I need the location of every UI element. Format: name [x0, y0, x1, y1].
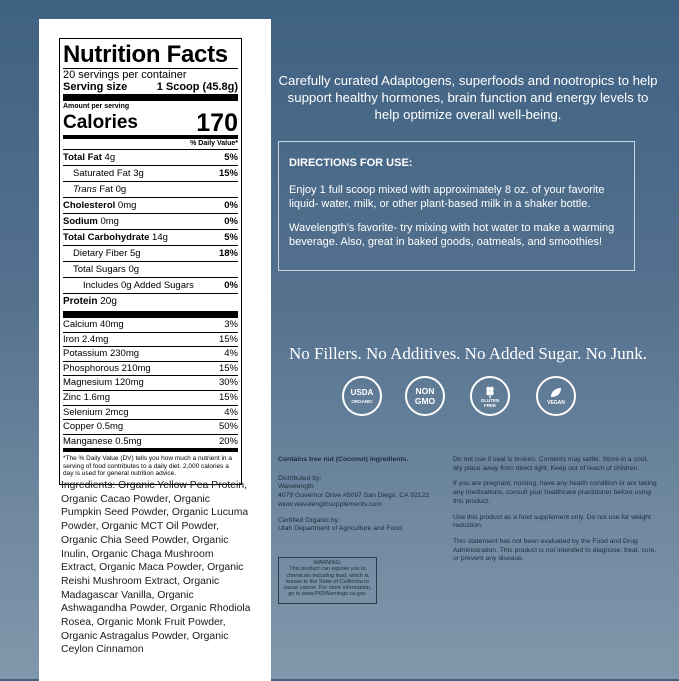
badge-text: ORGANIC	[351, 399, 373, 404]
nutrient-amount: 0mg	[117, 200, 137, 211]
usda-organic-icon	[342, 376, 382, 416]
mineral-dv: 30%	[218, 377, 238, 389]
nutrient-amount: 4g	[104, 152, 116, 163]
nutrient-amount: 3g	[133, 168, 144, 179]
nutrient-label: Total Carbohydrate	[63, 232, 150, 243]
mineral-dv: 4%	[224, 348, 238, 360]
mineral-label: Magnesium 120mg	[63, 377, 144, 389]
mineral-row	[63, 419, 238, 434]
website-link: www.wavelengthsupplements.com	[278, 500, 382, 508]
nutrient-label: Total Fat	[63, 152, 102, 163]
nutrient-label: Sodium	[63, 216, 98, 227]
gluten-free-icon	[470, 376, 510, 416]
calories-label: Calories	[63, 112, 138, 133]
nutrient-label: Trans	[73, 184, 97, 195]
directions-box	[278, 141, 635, 271]
nutrient-label: Cholesterol	[63, 200, 116, 211]
nutrient-dv: 18%	[218, 248, 238, 259]
ingredients-list: Ingredients: Organic Yellow Pea Protein, Organic Cacao Powder, Organic Pumpkin Seed Powder, Organic Lucuma Powder, Organic MCT Oil Powder, Organic Chia Seed Powder, Organic Inulin, Organic Chaga Mushroom Extract, Organic Maca Powder, Organic Reishi Mushroom Extract, Organic Madagascar Vanilla, Organic Ashwagandha Powder, Organic Rhodiola Rosea, Organic Monk Fruit Powder, Organic Astragalus Powder, Organic Ceylon Cinnamon	[61, 480, 251, 656]
nutrient-row-total-sugars	[63, 261, 238, 277]
nutrient-row-total-carbohydrate	[63, 229, 238, 245]
daily-value-header: % Daily Value*	[190, 140, 238, 147]
warning-title: WARNING:	[313, 560, 342, 566]
mineral-dv: 15%	[218, 391, 238, 403]
allergen-statement: Contains tree nut (Coconut) ingredients.	[278, 456, 409, 463]
mineral-label: Potassium 230mg	[63, 348, 140, 360]
nutrient-dv: 0%	[224, 200, 238, 211]
serving-size	[63, 81, 238, 94]
fda-disclaimer: This statement has not been evaluated by the Food and Drug Administration. This product is not intended to diagnose, treat, cure, or prevent any disease.	[453, 537, 657, 563]
mineral-dv: 4%	[224, 406, 238, 418]
distributed-by-label: Distributed by:	[278, 474, 322, 482]
nutrient-row-cholesterol	[63, 197, 238, 213]
nutrient-amount: 0mg	[100, 216, 119, 227]
certified-label: Certified Organic by:	[278, 516, 340, 524]
usage-text: Use this product as a food supplement only. Do not use for weight reduction.	[453, 513, 651, 530]
mineral-dv: 3%	[224, 319, 238, 330]
nutrient-row-dietary-fiber	[63, 245, 238, 261]
nutrient-dv: 0%	[224, 216, 238, 227]
badge-text: GMO	[414, 396, 436, 406]
certifier-name: Utah Department of Agriculture and Food	[278, 525, 402, 533]
nutrient-label: Dietary Fiber	[73, 248, 128, 259]
nutrient-amount: 14g	[152, 232, 168, 243]
nutrient-row-total-fat	[63, 149, 238, 165]
mineral-dv: 20%	[218, 435, 238, 447]
nutrient-dv: 5%	[224, 152, 238, 163]
badge-text: VEGAN	[547, 399, 565, 406]
mineral-row	[63, 332, 238, 347]
prop65-warning	[278, 557, 377, 604]
directions-text: Wavelength’s favorite- try mixing with hot water to make a warming beverage. Also, great in baked goods, oatmeals, and smoothies!	[289, 221, 615, 248]
nutrient-amount: Fat 0g	[99, 184, 127, 195]
nutrient-amount: 0g	[128, 264, 140, 275]
badge-text: GLUTEN	[480, 398, 500, 403]
mineral-row	[63, 405, 238, 420]
mineral-row	[63, 375, 238, 390]
badge-text: USDA	[350, 388, 374, 397]
serving-size-value: 1 Scoop (45.8g)	[156, 81, 238, 93]
mineral-label: Manganese 0.5mg	[63, 435, 142, 447]
nutrient-amount: 20g	[100, 296, 117, 307]
badge-text: FREE	[483, 403, 496, 408]
calories-row	[63, 111, 238, 135]
mineral-row	[63, 434, 238, 449]
leaf-icon	[549, 387, 563, 399]
nutrient-row-trans-fat	[63, 181, 238, 197]
mineral-label: Copper 0.5mg	[63, 421, 124, 433]
caution-text: If you are pregnant, nursing, have any health condition or are taking any medications, consult your healthcare practitioner before using this product.	[453, 480, 657, 505]
mineral-label: Phosphorous 210mg	[63, 362, 151, 374]
mineral-row	[63, 390, 238, 405]
nutrient-row-sodium	[63, 213, 238, 229]
mineral-row	[63, 346, 238, 361]
nutrient-label: Total Sugars	[73, 264, 126, 275]
non-gmo-icon	[405, 376, 445, 416]
servings-per-container: 20 servings per container	[63, 69, 187, 81]
nutrient-row-saturated-fat	[63, 165, 238, 181]
serving-size-label: Serving size	[63, 81, 128, 93]
nutrient-amount: 5g	[130, 248, 141, 259]
divider	[63, 94, 238, 101]
nutrient-row-added-sugars	[63, 277, 238, 293]
mineral-dv: 15%	[218, 362, 238, 374]
right-info	[453, 456, 658, 571]
badge-text: NON	[415, 386, 435, 396]
mineral-dv: 50%	[218, 421, 238, 433]
nutrient-label: Includes 0g Added Sugars	[83, 280, 194, 291]
mineral-label: Selenium 2mcg	[63, 406, 129, 418]
nutrition-facts-table	[59, 38, 242, 485]
wheat-icon	[484, 384, 496, 398]
claims-headline: No Fillers. No Additives. No Added Sugar. No Junk.	[289, 344, 647, 363]
nutrient-label: Saturated Fat	[73, 168, 131, 179]
distributor-name: Wavelength	[278, 483, 314, 491]
daily-value-footnote: *The % Daily Value (DV) tells you how much a nutrient in a serving of food contributes to a daily diet. 2,000 calories a day is used for general nutrition advice.	[63, 455, 232, 478]
mineral-label: Calcium 40mg	[63, 319, 124, 330]
vegan-icon	[536, 376, 576, 416]
nutrient-dv: 0%	[224, 280, 238, 291]
distributor-address: 4079 Governor Drive #5097 San Diego, CA 92122	[278, 492, 430, 500]
divider	[63, 311, 238, 318]
directions-text: Enjoy 1 full scoop mixed with approximately 8 oz. of your favorite liquid- water, milk, or other plant-based milk in a shaker bottle.	[289, 183, 605, 210]
nutrient-dv: 15%	[218, 168, 238, 179]
nutrient-row-protein	[63, 293, 238, 309]
storage-text: Do not use if seal is broken. Contents may settle. Store in a cool, dry place away from direct light. Keep out of reach of children.	[453, 456, 648, 472]
divider	[63, 448, 238, 452]
calories-value: 170	[196, 109, 238, 137]
mineral-row	[63, 361, 238, 376]
mineral-dv: 15%	[218, 333, 238, 345]
mineral-label: Iron 2.4mg	[63, 333, 109, 345]
nutrient-label: Protein	[63, 296, 98, 307]
mineral-row	[63, 318, 238, 332]
nutrient-dv: 5%	[224, 232, 238, 243]
tagline: Carefully curated Adaptogens, superfoods and nootropics to help support healthy hormones, brain function and energy levels to help optimize overall well-being.	[278, 73, 658, 122]
directions-heading: DIRECTIONS FOR USE:	[289, 157, 413, 169]
amount-per-serving: Amount per serving	[63, 103, 130, 110]
nutrition-title: Nutrition Facts	[63, 42, 238, 69]
left-info	[278, 456, 433, 534]
warning-body: This product can expose you to chemicals including lead, which is known to the State of California to cause cancer. For more information, go to www.P65Warnings.ca.gov.	[283, 566, 372, 598]
mineral-label: Zinc 1.6mg	[63, 391, 110, 403]
